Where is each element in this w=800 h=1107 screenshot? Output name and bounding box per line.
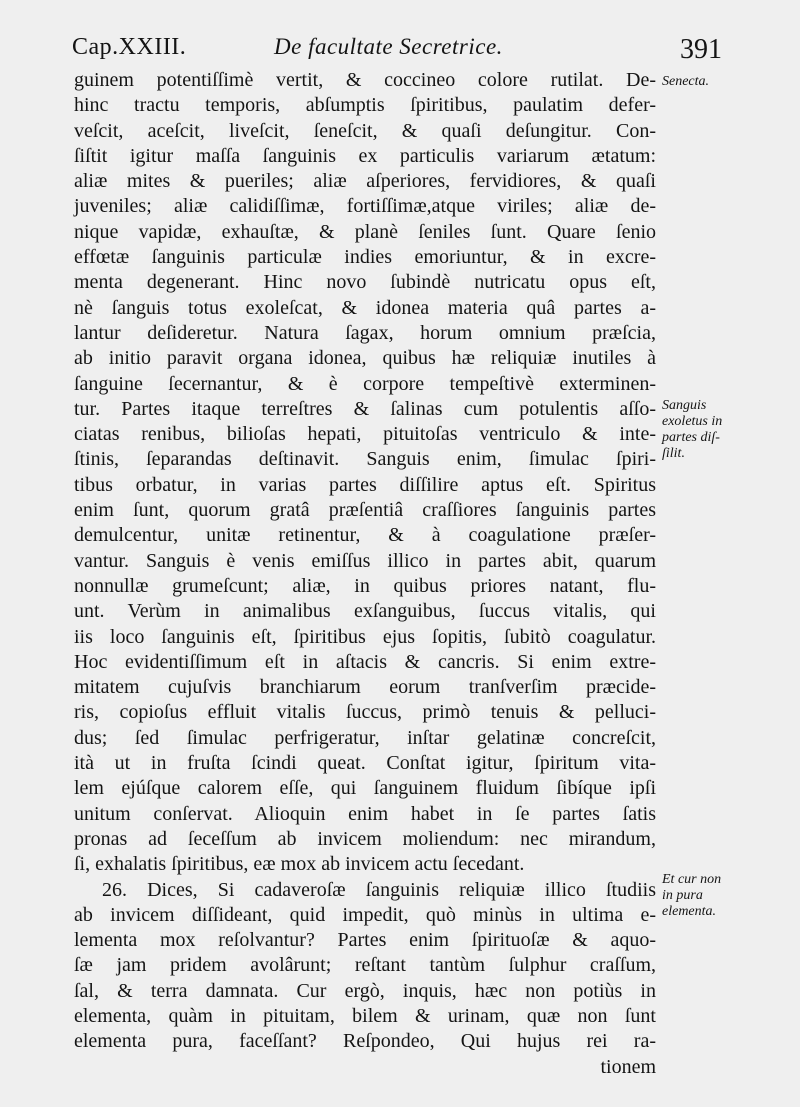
text-line: nonnullæ grumeſcunt; aliæ, in quibus priores natant, flu- — [74, 574, 656, 597]
text-line: aliæ mites & pueriles; aliæ aſperiores, fervidiores, & quaſi — [74, 170, 656, 193]
margin-note-line: Et cur non — [662, 872, 722, 887]
text-line: nique vapidæ, exhauſtæ, & planè ſeniles ſunt. Quare ſenio — [74, 220, 656, 243]
margin-note-line: Senecta. — [662, 74, 710, 89]
text-line: ità ut in fruſta ſcindi queat. Conſtat igitur, ſpiritum vita- — [74, 752, 656, 775]
text-line: iis loco ſanguinis eſt, ſpiritibus ejus ſopitis, ſubitò coagulatur. — [74, 625, 656, 648]
margin-note-line: elementa. — [662, 904, 717, 919]
margin-note-line: ſilit. — [662, 446, 685, 461]
text-line: elementa pura, faceſſant? Reſpondeo, Qui hujus rei ra- — [74, 1030, 656, 1053]
margin-note-senecta — [662, 74, 796, 90]
margin-note-sanguis-exoletus — [662, 398, 796, 462]
text-line: tionem — [600, 1055, 656, 1078]
text-line: ab invicem diſſideant, quid impedit, quò minùs in ultima e- — [74, 903, 656, 926]
text-line: lementa mox reſolvantur? Partes enim ſpirituoſæ & aquo- — [74, 929, 656, 952]
text-line: guinem potentiſſimè vertit, & coccineo colore rutilat. De- — [74, 69, 656, 91]
text-line: hinc tractu temporis, abſumptis ſpiritibus, paulatim defer- — [74, 94, 656, 117]
text-line: mitatem cujuſvis branchiarum eorum tranſverſim præcide- — [74, 676, 656, 699]
margin-note-line: Sanguis — [662, 398, 707, 413]
chapter-heading: Cap.XXIII. — [72, 34, 187, 60]
text-line: ſæ jam pridem avolârunt; reſtant tantùm ſulphur craſſum, — [74, 954, 656, 977]
text-line: Hoc evidentiſſimum eſt in aſtacis & cancris. Si enim extre- — [74, 650, 656, 673]
margin-note-line: exoletus in — [662, 414, 723, 429]
text-line: lem ejúſque calorem eſſe, qui ſanguinem fluidum ſibíque ipſi — [74, 777, 656, 800]
text-line: juveniles; aliæ calidiſſimæ, fortiſſimæ,atque viriles; aliæ de- — [74, 195, 656, 218]
margin-note-line: partes diſ- — [662, 430, 720, 445]
text-line: ſanguine ſecernantur, & è corpore tempeſtivè exterminen- — [74, 372, 656, 395]
text-line: lantur deſideretur. Natura ſagax, horum omnium præſcia, — [74, 321, 656, 344]
text-line: enim ſunt, quorum gratâ præſentiâ craſſiores ſanguinis partes — [74, 499, 656, 522]
text-line: unitum conſervat. Alioquin enim habet in ſe partes ſatis — [74, 802, 656, 825]
text-line: ſtinis, ſeparandas deſtinavit. Sanguis enim, ſimulac ſpiri- — [74, 448, 656, 471]
running-header — [72, 30, 722, 70]
text-line: ſal, & terra damnata. Cur ergò, inquis, hæc non potiùs in — [74, 979, 656, 1002]
text-line: ab initio paravit organa idonea, quibus hæ reliquiæ inutiles à — [74, 347, 656, 370]
text-line: unt. Verùm in animalibus exſanguibus, ſuccus vitalis, qui — [74, 600, 656, 623]
text-line: 26. Dices, Si cadaveroſæ ſanguinis reliquiæ illico ſtudiis — [102, 878, 656, 901]
text-line: ſi, exhalatis ſpiritibus, eæ mox ab invicem actu ſecedant. — [74, 853, 525, 876]
text-line: ciatas renibus, bilioſas hepati, pituitoſas ventriculo & inte- — [74, 423, 656, 446]
text-line: tibus orbatur, in varias partes diſſilire aptus eſt. Spiritus — [74, 473, 656, 496]
running-title: De facultate Secretrice. — [274, 34, 503, 59]
text-line: effœtæ ſanguinis particulæ indies emoriuntur, & in excre- — [74, 246, 656, 269]
text-line: demulcentur, unitæ retinentur, & à coagulatione præſer- — [74, 524, 656, 547]
text-line: nè ſanguis totus exoleſcat, & idonea materia quâ partes a- — [74, 296, 656, 319]
text-line: ris, copioſus effluit vitalis ſuccus, primò tenuis & pelluci- — [74, 701, 656, 724]
text-line: menta degenerant. Hinc novo ſubindè nutricatu opus eſt, — [74, 271, 656, 294]
text-line: dus; ſed ſimulac perfrigeratur, inſtar gelatinæ concreſcit, — [74, 726, 656, 749]
text-line: veſcit, aceſcit, liveſcit, ſeneſcit, & quaſi deſungitur. Con- — [74, 119, 656, 142]
text-line: tur. Partes itaque terreſtres & ſalinas cum potulentis aſſo- — [74, 397, 656, 420]
text-line: ſiſtit igitur maſſa ſanguinis ex particulis variarum ætatum: — [74, 144, 656, 167]
body-text — [74, 68, 656, 1080]
margin-note-line: in pura — [662, 888, 703, 903]
text-line: pronas ad ſeceſſum ab invicem moliendum: nec mirandum, — [74, 827, 656, 850]
text-line: elementa, quàm in pituitam, bilem & urinam, quæ non ſunt — [74, 1004, 656, 1027]
page-number: 391 — [680, 34, 722, 65]
margin-note-et-cur-non — [662, 872, 796, 920]
text-line: vantur. Sanguis è venis emiſſus illico in partes abit, quarum — [74, 549, 656, 572]
